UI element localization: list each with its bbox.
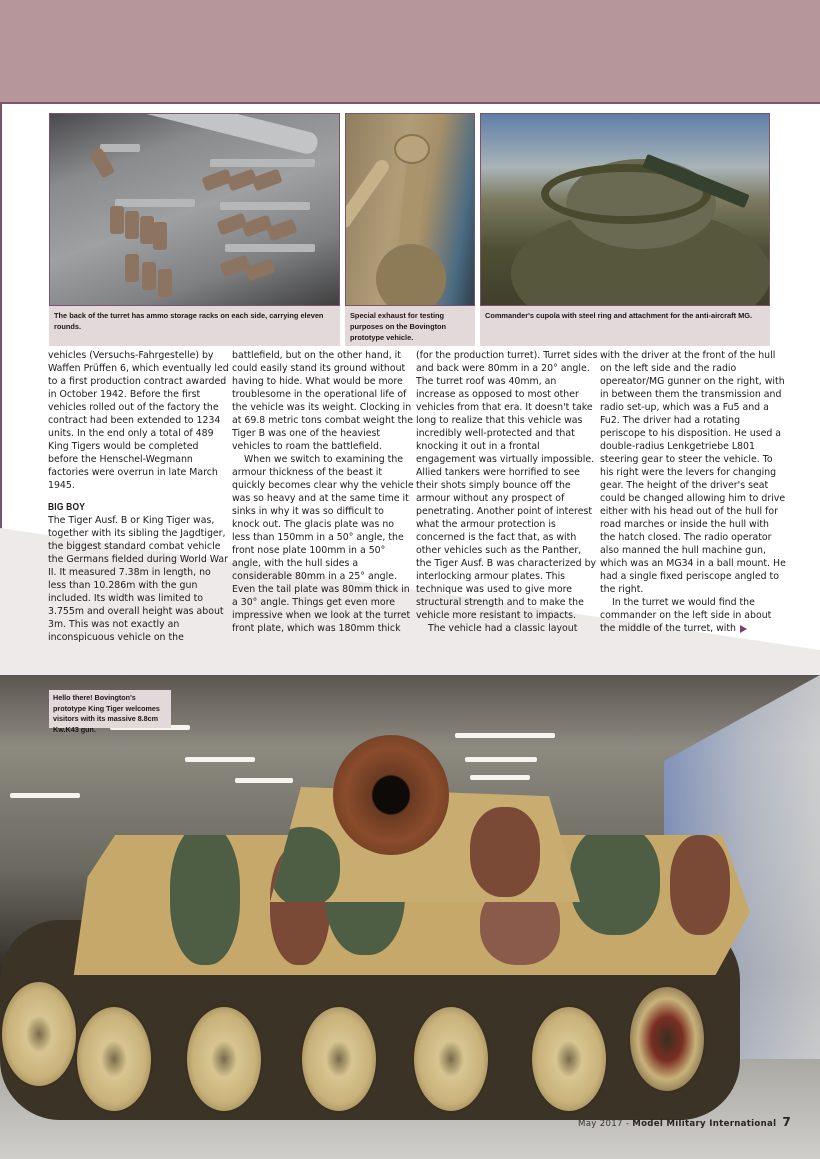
gun-muzzle (333, 735, 449, 855)
paragraph: battlefield, but on the other hand, it could easily stand its ground without having to hide. What would be more troublesome in the operational life of the vehicle was its weight. Clocking in at 69.8 metric tons combat weight the Tiger B was one of the heaviest vehicles to roam the battlefield. (232, 350, 413, 452)
shell-shape (153, 222, 167, 250)
photo-caption-ammo-racks: The back of the turret has ammo storage racks on each side, carrying eleven rounds. (49, 306, 340, 346)
paragraph (600, 596, 786, 635)
hero-photo-king-tiger (0, 675, 820, 1159)
shell-shape (89, 147, 115, 178)
paragraph: The vehicle had a classic layout (428, 623, 578, 634)
camo-patch (570, 825, 660, 935)
ceiling-light (235, 778, 293, 783)
hero-photo-caption: Hello there! Bovington's prototype King Tiger welcomes visitors with its massive 8.8cm Kw.K43 gun. (49, 690, 171, 728)
camo-patch (170, 825, 240, 965)
page-folio (578, 1115, 791, 1129)
ceiling-light (465, 757, 537, 762)
base-shape (376, 244, 446, 306)
rack-shape (220, 202, 310, 210)
ceiling-light (455, 733, 555, 738)
camo-patch (470, 807, 540, 897)
publication-name: Model Military International (632, 1119, 777, 1129)
road-wheel (412, 1005, 490, 1113)
article-column-2 (232, 349, 414, 635)
drive-sprocket (0, 980, 78, 1088)
photo-caption-commander-cupola: Commander's cupola with steel ring and attachment for the anti-aircraft MG. (480, 306, 770, 346)
article-column-1 (48, 349, 230, 644)
paragraph: vehicles (Versuchs-Fahrgestelle) by Waffen Prüffen 6, which eventually led to a first production contract awarded in October 1942. Before the first vehicles rolled out of the factory the contract had been extended to 1234 units. In the end only a total of 489 King Tigers would be completed before the Henschel-Wegmann factories were overrun in late March 1945. (48, 350, 229, 491)
issue-date: May 2017 (578, 1119, 623, 1129)
idler-wheel (628, 985, 706, 1093)
paragraph: The Tiger Ausf. B or King Tiger was, together with its sibling the Jagdtiger, the biggest standard combat vehicle the Germans fielded during World War II. It measured 7.38m in length, no less than 10.286m with the gun included. Its width was limited to 3.755m and overall height was about 3m. This was not exactly an inconspicuous vehicle on the (48, 515, 229, 643)
section-heading: BIG BOY (48, 502, 86, 513)
pipe-shape (345, 157, 392, 231)
ceiling-light (185, 757, 255, 762)
pipe-shape (120, 113, 319, 156)
shell-shape (140, 216, 154, 244)
photo-exhaust (345, 113, 475, 306)
header-color-band (0, 0, 820, 104)
shell-shape (244, 259, 275, 282)
road-wheel (75, 1005, 153, 1113)
photo-ammo-racks (49, 113, 340, 306)
shell-shape (251, 169, 282, 192)
rack-shape (210, 159, 315, 167)
paragraph: with the driver at the front of the hull on the left side and the radio opereator/MG gunner on the right, with in between them the transmission and radio set-up, which was a Fu5 and a Fu2. The driver had a rotating periscope to his disposition. He used a double-radius Lenkgetriebe L801 steering gear to steer the vehicle. To his right were the levers for changing gear. The height of the driver's seat could be changed allowing him to drive either with his head out of the hull for road marches or inside the hull with the hatch closed. The radio operator also manned the hull machine gun, which was an MG34 in a ball mount. He had a single fixed periscope angled to the right. (600, 350, 786, 595)
paragraph: When we switch to examining the armour thickness of the beast it quickly becomes clear why the vehicle was so heavy and at the same time it sinks in why it was so difficult to knock out. The glacis plate was no less than 150mm in a 50° angle, the front nose plate 100mm in a 50° angle, with the hull sides a considerable 80mm in a 25° angle. Even the tail plate was 80mm thick in a 30° angle. Things get even more impressive when we look at the turret front plate, which was 180mm thick (232, 454, 414, 634)
article-column-3 (416, 349, 598, 635)
shell-shape (158, 269, 172, 297)
paragraph: (for the production turret). Turret sides and back were 80mm in a 20° angle. The turret roof was 40mm, an increase as opposed to most other vehicles from that era. It doesn't take long to realize that this vehicle was incredibly well-protected and that knocking it out in a frontal engagement was virtually impossible. Allied tankers were horrified to see their shots simply bounce off the armour without any prospect of penetrating. Another point of interest what the armour protection is concerned is the fact that, as with other vehicles such as the Panther, the Tiger Ausf. B was characterized by interlocking armour plates. This technique was used to give more structural strength and to make the vehicle more resistant to impacts. (416, 350, 598, 621)
ceiling-light (470, 775, 530, 780)
road-wheel (185, 1005, 263, 1113)
photo-commander-cupola (480, 113, 770, 306)
shell-shape (125, 254, 139, 282)
shell-shape (142, 262, 156, 290)
continue-arrow-icon (740, 625, 747, 633)
rack-shape (115, 199, 195, 207)
page-number: 7 (782, 1115, 792, 1129)
shell-shape (110, 206, 124, 234)
photo-caption-exhaust: Special exhaust for testing purposes on the Bovington prototype vehicle. (345, 306, 475, 346)
shell-shape (266, 219, 297, 242)
road-wheel (530, 1005, 608, 1113)
rack-shape (225, 244, 315, 252)
ceiling-light (10, 793, 80, 798)
road-wheel (300, 1005, 378, 1113)
article-column-4 (600, 349, 786, 635)
shell-shape (125, 211, 139, 239)
paragraph-text: In the turret we would find the commander on the left side in about the middle of the turret, with (600, 597, 772, 634)
flange-shape (394, 134, 430, 164)
folio-separator: - (622, 1119, 633, 1129)
camo-patch (670, 835, 730, 935)
rack-shape (100, 144, 140, 152)
